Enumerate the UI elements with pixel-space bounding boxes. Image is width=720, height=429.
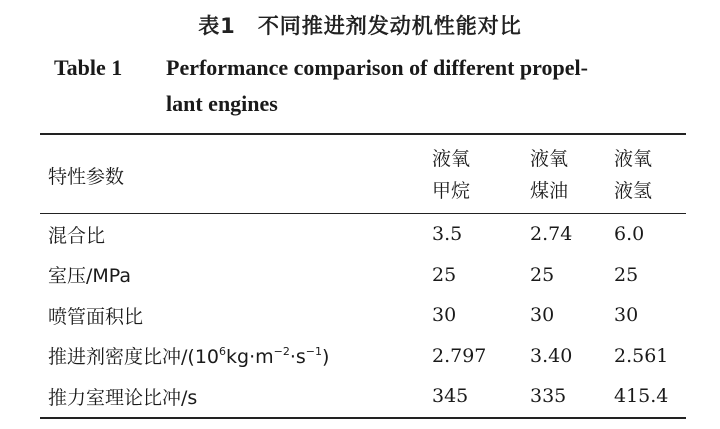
cell-value: 30: [614, 304, 639, 327]
header-lox-kerosene: [530, 134, 614, 214]
label-superscript: −1: [305, 345, 323, 359]
table-title-cn: 不同推进剂发动机性能对比: [257, 14, 522, 38]
caption-en-line-1: [54, 50, 694, 86]
table-title-en-line-2: lant engines: [166, 91, 278, 116]
label-superscript: 6: [219, 345, 226, 359]
header-lox-hydrogen-line-1: 液氧: [614, 148, 653, 170]
cell-value: 25: [432, 263, 457, 286]
header-lox-kerosene-line-1: 液氧: [530, 148, 569, 170]
row-label-nozzle-area-ratio: 喷管面积比: [48, 305, 144, 328]
cell-value: 335: [530, 376, 614, 418]
label-text: ): [322, 346, 330, 369]
row-label-chamber-pressure: 室压/MPa: [48, 265, 132, 288]
cell-value: 2.74: [530, 223, 573, 246]
cell-value: 345: [432, 376, 530, 418]
cell-value: 415.4: [614, 376, 686, 418]
header-lox-methane-line-2: 甲烷: [432, 180, 471, 202]
table-caption-chinese: [0, 10, 720, 40]
header-lox-methane: [432, 134, 530, 214]
cell-value: 30: [432, 304, 457, 327]
label-text: kg·m: [226, 346, 274, 369]
cell-value: 30: [530, 304, 555, 327]
cell-value: 25: [530, 263, 555, 286]
header-parameter: 特性参数: [40, 134, 432, 214]
header-lox-hydrogen: [614, 134, 686, 214]
table-row: [40, 255, 686, 296]
table-title-en-line-1: Performance comparison of different propel-: [166, 55, 588, 80]
cell-value: 3.5: [432, 223, 463, 246]
cell-value: 2.797: [432, 344, 487, 367]
table-row: [40, 295, 686, 336]
row-label-mixture-ratio: 混合比: [48, 224, 106, 247]
row-label-density-specific-impulse: [40, 336, 432, 377]
cell-value: 2.561: [614, 344, 669, 367]
table-number-en: Table 1: [54, 55, 123, 80]
table-number-cn: 表1: [198, 14, 236, 38]
header-lox-hydrogen-line-2: 液氢: [614, 180, 653, 202]
cell-value: 3.40: [530, 344, 573, 367]
table-header-row: [40, 134, 686, 214]
performance-table: [40, 133, 686, 419]
label-superscript: −2: [273, 345, 290, 359]
cell-value: 25: [614, 263, 639, 286]
table-caption-english: [54, 50, 694, 122]
table-row: [40, 336, 686, 377]
table-row: [40, 376, 686, 418]
table-row: [40, 214, 686, 255]
header-lox-methane-line-1: 液氧: [432, 148, 471, 170]
label-text: ·s: [289, 346, 306, 369]
row-label-theoretical-specific-impulse: 推力室理论比冲/s: [40, 376, 432, 418]
header-lox-kerosene-line-2: 煤油: [530, 180, 569, 202]
cell-value: 6.0: [614, 223, 645, 246]
label-text: 推进剂密度比冲/(10: [48, 346, 219, 369]
